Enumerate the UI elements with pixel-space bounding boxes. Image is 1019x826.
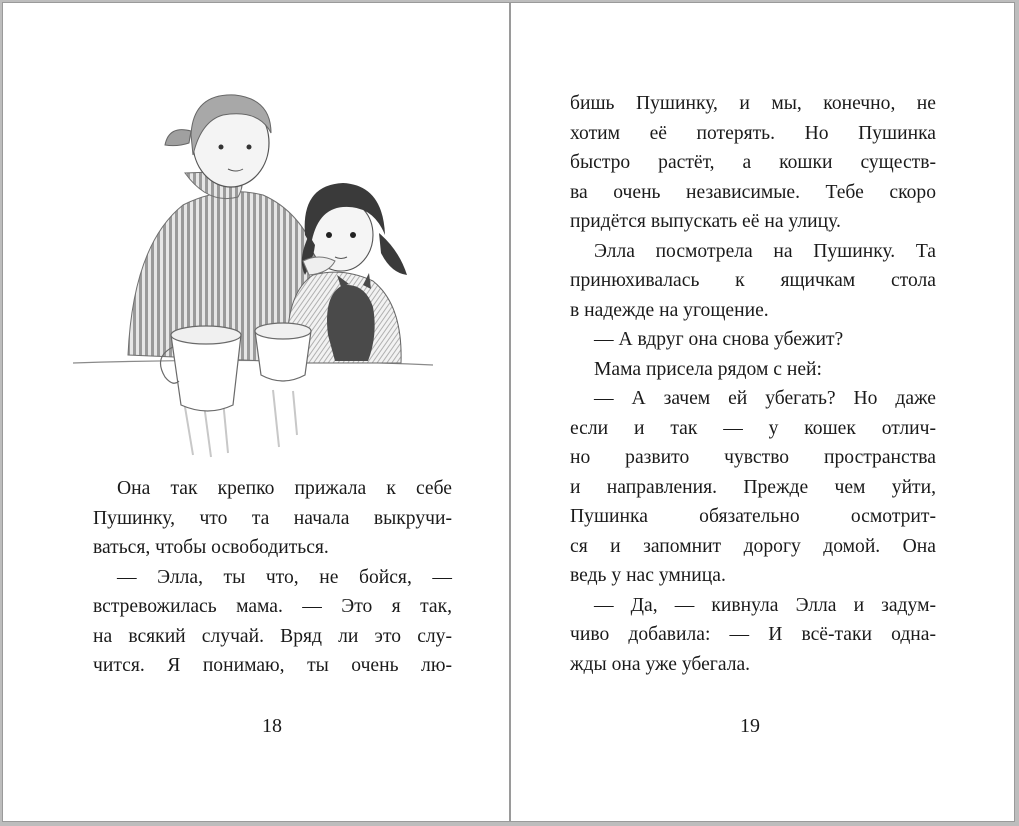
text-line: бишь Пушинку, и мы, конечно, не xyxy=(570,93,936,114)
text-line: ведь у нас умница. xyxy=(570,565,726,586)
text-line: жды она уже убегала. xyxy=(570,653,751,675)
text-line: ваться, чтобы освободиться. xyxy=(93,537,329,558)
text-line: придётся выпускать её на улицу. xyxy=(570,211,841,232)
text-line: если и так — у кошек отлич- xyxy=(570,417,936,439)
text-line: в надежде на угощение. xyxy=(570,299,769,321)
page-number: 19 xyxy=(740,715,760,737)
right-page-text xyxy=(570,89,936,679)
text-line: Пушинку, что та начала выкручи- xyxy=(93,507,452,529)
page-number: 18 xyxy=(262,715,282,737)
text-line: и направления. Прежде чем уйти, xyxy=(570,476,936,498)
text-line: ва очень независимые. Тебе скоро xyxy=(570,181,936,203)
book-spread xyxy=(2,2,1015,822)
text-line: чиво добавила: — И всё-таки одна- xyxy=(570,624,936,645)
text-line: встревожилась мама. — Это я так, xyxy=(93,596,452,617)
text-line: ся и запомнит дорогу домой. Она xyxy=(570,535,936,557)
text-line: Она так крепко прижала к себе xyxy=(117,478,452,499)
text-line: хотим её потерять. Но Пушинка xyxy=(570,122,936,144)
text-line: быстро растёт, а кошки существ- xyxy=(570,152,936,173)
text-line: — А вдруг она снова убежит? xyxy=(594,329,844,350)
text-line: — Да, — кивнула Элла и задум- xyxy=(594,594,936,616)
right-page xyxy=(511,3,1016,821)
text-line: на всякий случай. Вряд ли это слу- xyxy=(93,625,452,647)
text-line: но развито чувство пространства xyxy=(570,447,936,468)
text-line: — Элла, ты что, не бойся, — xyxy=(117,566,452,588)
left-page-text xyxy=(93,474,452,681)
illustration-mother-girl-kitten xyxy=(73,85,433,465)
left-page xyxy=(3,3,509,821)
text-line: принюхивалась к ящичкам стола xyxy=(570,270,936,291)
text-line: Пушинка обязательно осмотрит- xyxy=(570,506,936,527)
text-line: — А зачем ей убегать? Но даже xyxy=(594,388,936,409)
text-line: Элла посмотрела на Пушинку. Та xyxy=(594,240,936,262)
text-line: Мама присела рядом с ней: xyxy=(594,358,822,380)
text-line: чится. Я понимаю, ты очень лю- xyxy=(93,655,452,676)
